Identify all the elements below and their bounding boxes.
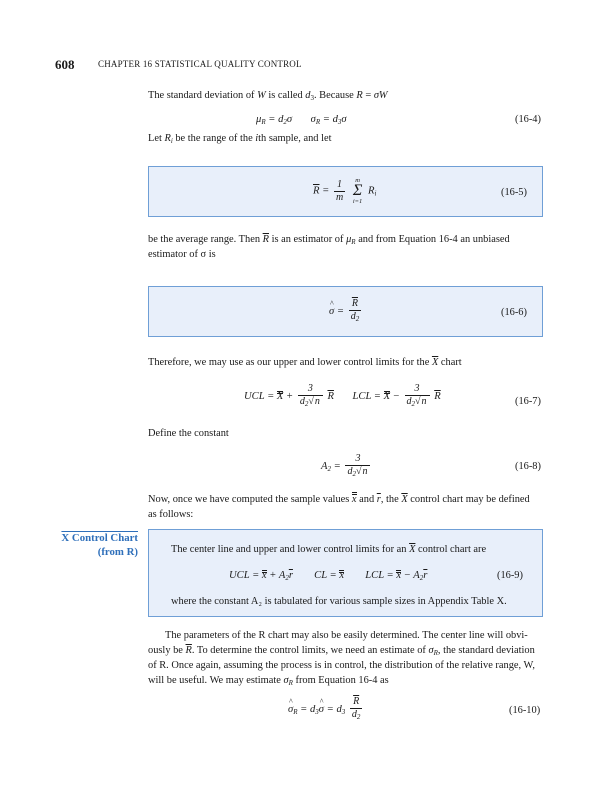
- boxed-text-line3: where the constant A₂ is tabulated for various sample sizes in Appendix Table X.: [171, 596, 507, 607]
- equation-number: (16-7): [515, 396, 541, 407]
- paragraph-r-chart-line4: will be useful. We may estimate $\sigma_R$ from Equation 16-4 as: [148, 675, 389, 687]
- equation-number: (16-9): [497, 570, 523, 581]
- paragraph-let-range: Let $R_i$ be the range of the ith sample, and let: [148, 133, 332, 145]
- equation-16-6: σ ^ = $\frac{\overline{R}}{d_2}$: [329, 298, 363, 325]
- equation-16-4: $\mu_R = d_2\sigma$ $\sigma_R = d_3\sigma$: [256, 114, 347, 126]
- equation-16-10: σ $\^{}_R = d_3\sigma$ ^ = $d_3$ $\frac{\overline{R}}{d_2}$: [288, 696, 364, 723]
- page-number: 608: [55, 57, 75, 72]
- equation-number: (16-10): [509, 705, 541, 716]
- equation-box-16-6: [148, 286, 543, 337]
- equation-number: (16-4): [515, 114, 541, 125]
- equation-16-9: UCL = $x + A_2\overline{r}$ CL = x LCL = $x - A_2\overline{r}$: [229, 570, 428, 582]
- equation-number: (16-6): [501, 307, 527, 318]
- equation-16-7: UCL = X + $\frac{3}{d_2√n}$ $\overline{R}$ LCL = X − $\frac{3}{d_2√n}$ $\overline{R}$: [244, 383, 441, 408]
- paragraph-r-chart-line1: The parameters of the R chart may also be easily determined. The center line will obvi-: [165, 630, 528, 641]
- equation-box-16-5: [148, 166, 543, 217]
- equation-16-8: $A_2$ = $\frac{3}{d_2√n}$: [321, 453, 372, 480]
- boxed-text-line1: The center line and upper and lower control limits for an $\overline{X}$ control chart are: [171, 544, 487, 555]
- side-heading: X Control Chart (from R): [61, 532, 138, 558]
- paragraph-r-chart-line2: ously be $\overline{R}$. To determine the control limits, we need an estimate of $\sigma_R$, the standard deviation: [148, 645, 535, 657]
- paragraph-as-follows: as follows:: [148, 509, 194, 520]
- paragraph-now-once: Now, once we have computed the sample values x and $\overline{r}$, the $\overline{X}$ control chart may be defined: [148, 494, 530, 505]
- paragraph-std-dev: The standard deviation of W is called $d_3$. Because R = σW: [148, 90, 388, 102]
- paragraph-estimator: estimator of σ is: [148, 249, 216, 260]
- equation-number: (16-5): [501, 187, 527, 198]
- chapter-title: CHAPTER 16 STATISTICAL QUALITY CONTROL: [98, 59, 302, 69]
- paragraph-define-constant: Define the constant: [148, 428, 229, 439]
- paragraph-r-chart-line3: of R. Once again, assuming the process is in control, the distribution of the relative range, W,: [148, 660, 535, 671]
- equation-16-5: $\overline{R}$ = $\frac{1}{m}$ m Σ i=1 $R_i$: [313, 177, 377, 205]
- paragraph-control-limits: Therefore, we may use as our upper and lower control limits for the $\overline{X}$ chart: [148, 357, 462, 368]
- equation-box-16-9: [148, 529, 543, 617]
- equation-number: (16-8): [515, 461, 541, 472]
- paragraph-average-range: be the average range. Then $\overline{R}$ is an estimator of $\mu_R$ and from Equation 16-4 an unbiased: [148, 234, 510, 246]
